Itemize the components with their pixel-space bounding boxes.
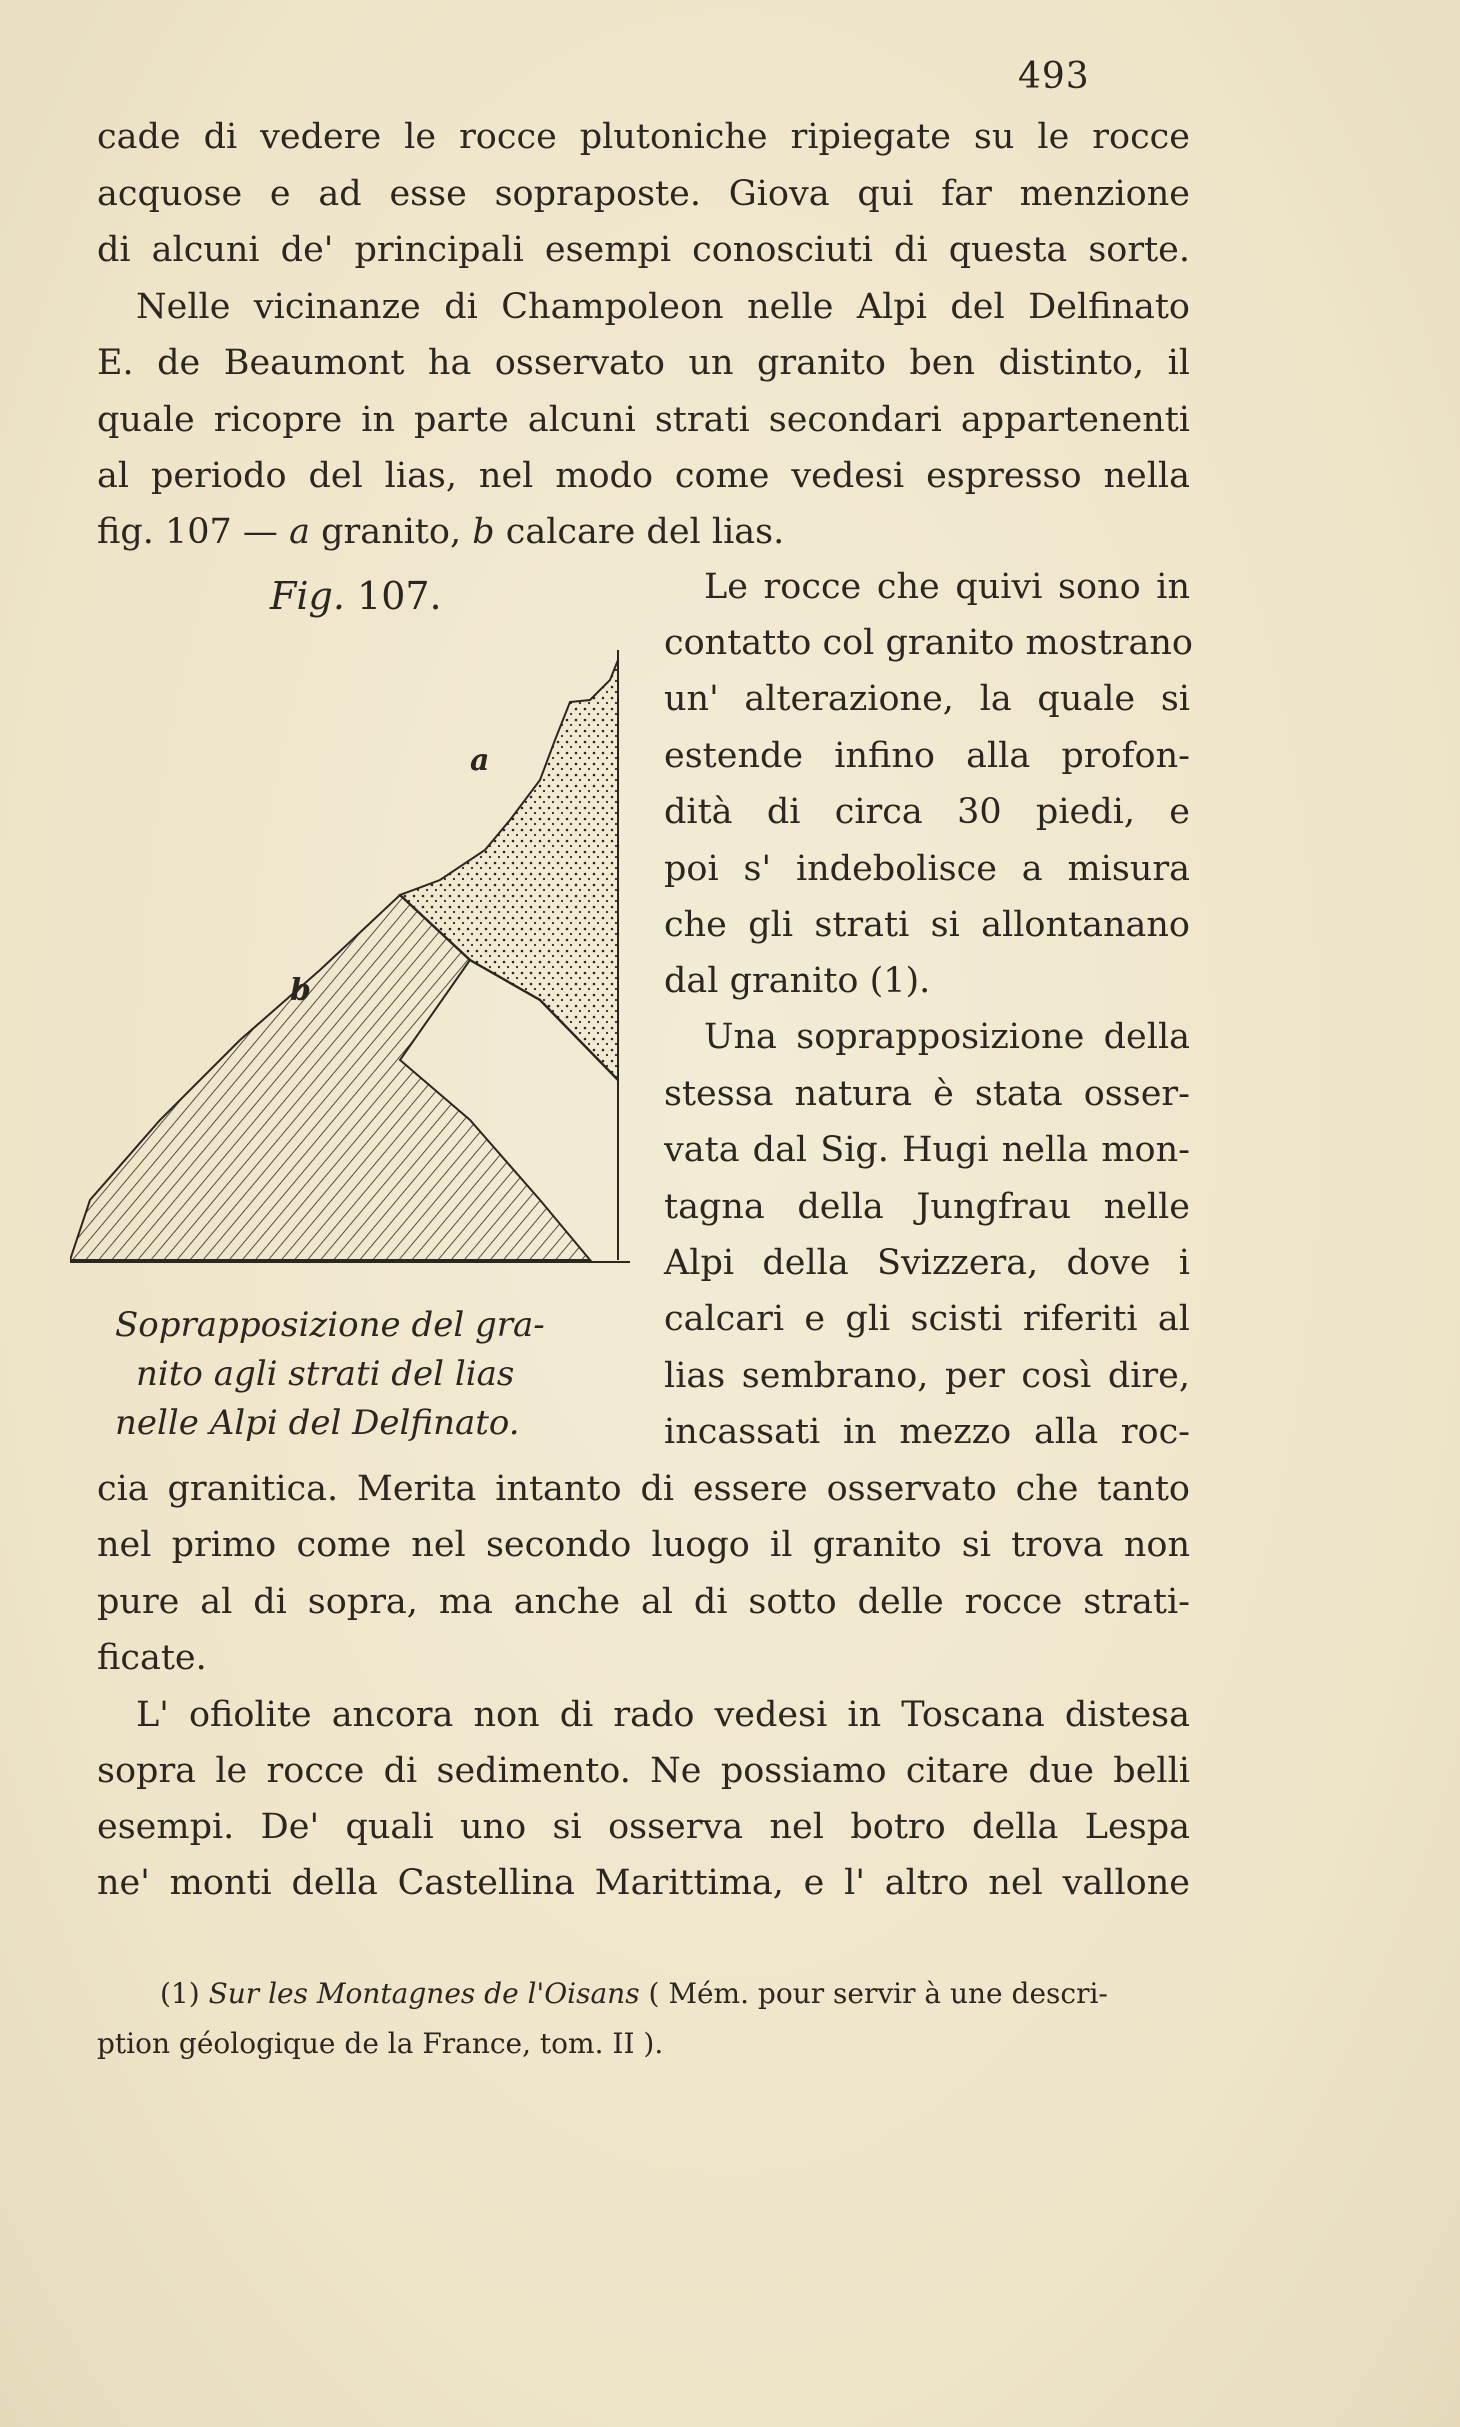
figure-caption-line: nelle Alpi del Delfinato.	[115, 1403, 520, 1443]
figure-title	[270, 574, 442, 618]
figure-label-b: b	[290, 973, 311, 1008]
label-a-ref: a	[289, 512, 310, 552]
text-line: cia granitica. Merita intanto di essere osservato che tanto	[97, 1469, 1190, 1509]
text-line: ne' monti della Castellina Marittima, e l' altro nel vallone	[97, 1863, 1190, 1903]
paragraph-first-line: L' ofiolite ancora non di rado vedesi in Toscana distesa	[136, 1695, 1190, 1735]
figure-title-number: 107.	[344, 574, 442, 618]
column-line: dità di circa 30 piedi, e	[664, 792, 1190, 832]
column-line: contatto col granito mostrano	[664, 623, 1193, 663]
column-line: che gli strati si allontanano	[664, 905, 1190, 945]
text-line: acquose e ad esse sopraposte. Giova qui far menzione	[97, 174, 1190, 214]
text-line: cade di vedere le rocce plutoniche ripiegate su le rocce	[97, 117, 1190, 157]
footnote-source-title: Sur les Montagnes de l'Oisans	[208, 1977, 640, 2010]
text-line: nel primo come nel secondo luogo il granito si trova non	[97, 1525, 1190, 1565]
text-line: al periodo del lias, nel modo come vedesi espresso nella	[97, 456, 1190, 496]
text-line: ficate.	[97, 1638, 207, 1678]
text-line: di alcuni de' principali esempi conosciuti di questa sorte.	[97, 230, 1190, 270]
figure-reference-line	[97, 512, 785, 552]
column-line: estende infino alla profon-	[664, 736, 1190, 776]
column-line: calcari e gli scisti riferiti al	[664, 1299, 1190, 1339]
column-line: un' alterazione, la quale si	[664, 679, 1190, 719]
footnote-text: ( Mém. pour servir à une descri-	[639, 1977, 1108, 2010]
label-b-ref: b	[472, 512, 495, 552]
text-line: pure al di sopra, ma anche al di sotto delle rocce strati-	[97, 1582, 1190, 1622]
figure-caption-line: nito agli strati del lias	[136, 1354, 515, 1394]
text-line: esempi. De' quali uno si osserva nel botro della Lespa	[97, 1807, 1190, 1847]
text-run: granito,	[309, 512, 473, 552]
column-line: stessa natura è stata osser-	[664, 1074, 1190, 1114]
column-line: Una soprapposizione della	[704, 1017, 1190, 1057]
text-run: calcare del lias.	[494, 512, 785, 552]
footnote-mark: (1)	[160, 1977, 209, 2010]
column-line: Le rocce che quivi sono in	[704, 567, 1190, 607]
figure-label-a: a	[470, 743, 490, 778]
footnote-line	[160, 1977, 1108, 2010]
geology-figure	[70, 640, 630, 1280]
column-line: vata dal Sig. Hugi nella mon-	[664, 1130, 1190, 1170]
figure-caption-line: Soprapposizione del gra-	[115, 1305, 545, 1345]
column-line: dal granito (1).	[664, 961, 931, 1001]
text-line: quale ricopre in parte alcuni strati secondari appartenenti	[97, 400, 1190, 440]
paragraph-first-line: Nelle vicinanze di Champoleon nelle Alpi del Delfinato	[136, 287, 1190, 327]
granite-body	[400, 660, 618, 1080]
figure-title-prefix: Fig.	[270, 574, 345, 618]
column-line: incassati in mezzo alla roc-	[664, 1412, 1190, 1452]
text-line: sopra le rocce di sedimento. Ne possiamo citare due belli	[97, 1751, 1190, 1791]
column-line: Alpi della Svizzera, dove i	[664, 1243, 1190, 1283]
page-number: 493	[1018, 56, 1090, 97]
text-line: E. de Beaumont ha osservato un granito ben distinto, il	[97, 343, 1190, 383]
text-run: fig. 107 —	[97, 512, 290, 552]
column-line: poi s' indebolisce a misura	[664, 849, 1190, 889]
footnote-line: ption géologique de la France, tom. II ).	[97, 2027, 664, 2060]
column-line: lias sembrano, per così dire,	[664, 1356, 1190, 1396]
column-line: tagna della Jungfrau nelle	[664, 1187, 1190, 1227]
